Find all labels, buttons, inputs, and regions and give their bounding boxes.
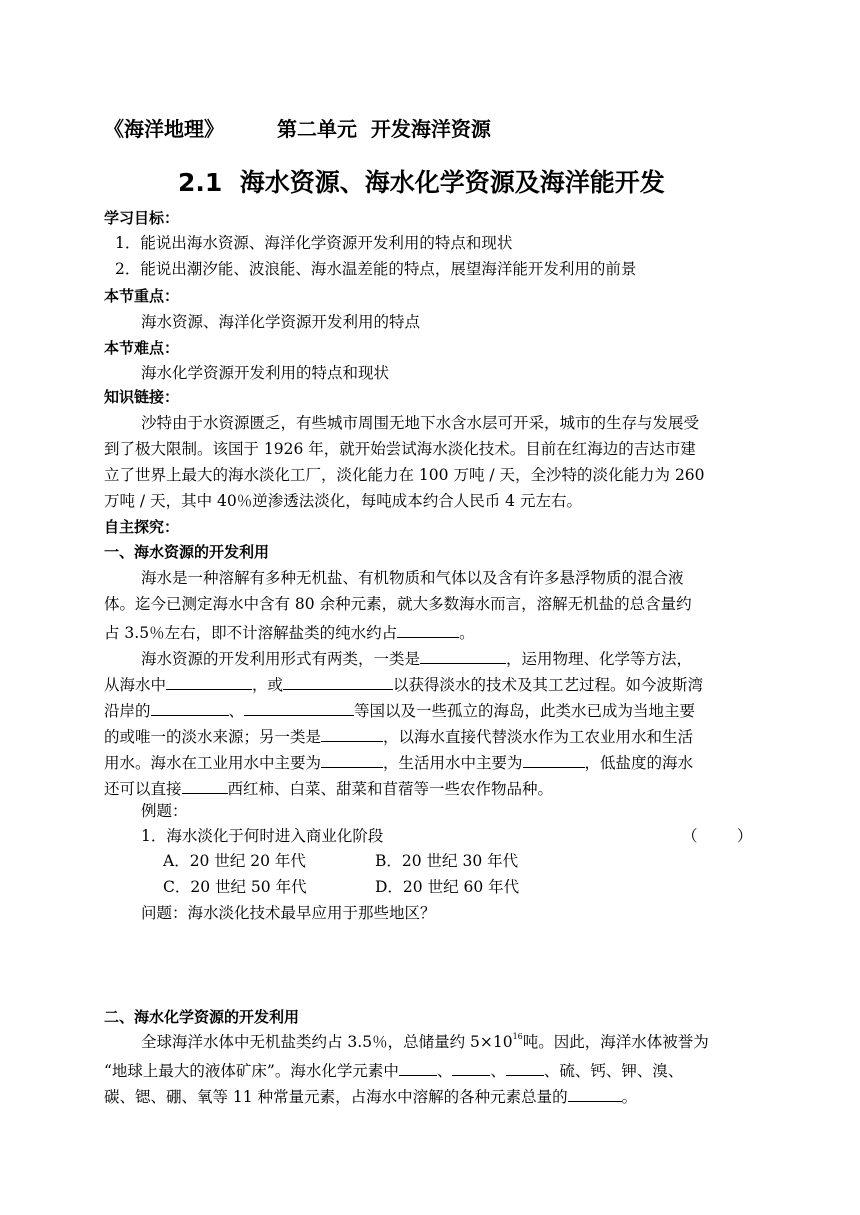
- section1-p2-line: [141, 649, 692, 668]
- fill-blank[interactable]: [506, 1061, 544, 1076]
- fill-blank[interactable]: [321, 727, 383, 742]
- section1-p2-line: [104, 701, 695, 720]
- section2-line: [141, 1032, 709, 1051]
- option-d[interactable]: D．20 世纪 60 年代: [375, 878, 520, 896]
- text-fragment: 的或唯一的淡水来源；另一类是: [104, 728, 322, 746]
- text-fragment: 西红柿、白菜、甜菜和苜蓿等一些农作物品种。: [227, 780, 554, 798]
- fill-blank[interactable]: [568, 1087, 622, 1102]
- section1-heading: 一、海水资源的开发利用: [104, 543, 270, 561]
- text-fragment: 。: [459, 624, 475, 642]
- section1-p1-line: 体。迄今已测定海水中含有 80 余种元素，就大多数海水而言，溶解无机盐的总含量约: [104, 595, 692, 613]
- explore-heading: 自主探究：: [104, 518, 180, 536]
- text-fragment: ，生活用水中主要为: [383, 754, 523, 772]
- fill-blank[interactable]: [166, 675, 252, 690]
- text-fragment: 吨。因此，海洋水体被誉为: [522, 1033, 709, 1051]
- text-fragment: 占 3.5％左右，即不计溶解盐类的纯水约占: [104, 624, 398, 642]
- key-point-text: 海水资源、海洋化学资源开发利用的特点: [141, 313, 421, 331]
- text-fragment: 、硫、钙、钾、溴、: [543, 1062, 684, 1080]
- difficulty-heading: 本节难点：: [104, 339, 180, 357]
- section1-p2-line: [104, 779, 553, 798]
- fill-blank[interactable]: [182, 779, 228, 794]
- header-unit: 第二单元 开发海洋资源: [277, 117, 491, 141]
- fill-blank[interactable]: [151, 701, 229, 716]
- option-c[interactable]: C．20 世纪 50 年代: [163, 878, 307, 896]
- page-title: 2.1 海水资源、海水化学资源及海洋能开发: [178, 168, 665, 197]
- example-question: 1．海水淡化于何时进入商业化阶段: [141, 827, 384, 845]
- section1-p1-line: [104, 623, 475, 642]
- text-fragment: 沿岸的: [104, 702, 151, 720]
- section1-p2-line: [104, 727, 693, 746]
- knowledge-line: 万吨 / 天，其中 40％逆渗透法淡化，每吨成本约合人民币 4 元左右。: [104, 492, 582, 510]
- difficulty-text: 海水化学资源开发利用的特点和现状: [141, 364, 390, 382]
- key-point-heading: 本节重点：: [104, 287, 180, 305]
- goals-heading: 学习目标：: [104, 209, 180, 227]
- section1-p2-line: [104, 753, 693, 772]
- fill-blank[interactable]: [399, 1061, 437, 1076]
- text-fragment: ，运用物理、化学等方法，: [506, 650, 693, 668]
- text-fragment: 等国以及一些孤立的海岛，此类水已成为当地主要: [354, 702, 696, 720]
- fill-blank[interactable]: [420, 649, 506, 664]
- text-fragment: 全球海洋水体中无机盐类约占 3.5％，总储量约 5×10: [141, 1033, 513, 1051]
- fill-blank[interactable]: [283, 675, 393, 690]
- example-label: 例题：: [141, 802, 188, 820]
- text-fragment: 碳、锶、硼、氧等 11 种常量元素，占海水中溶解的各种元素总量的: [104, 1088, 568, 1106]
- fill-blank[interactable]: [452, 1061, 490, 1076]
- goal-item: 2．能说出潮汐能、波浪能、海水温差能的特点，展望海洋能开发利用的前景: [115, 260, 637, 278]
- answer-bracket[interactable]: （ ）: [682, 827, 753, 845]
- problem-text: 问题：海水淡化技术最早应用于那些地区？: [141, 904, 436, 922]
- section1-p1-line: 海水是一种溶解有多种无机盐、有机物质和气体以及含有许多悬浮物质的混合液: [141, 569, 684, 587]
- text-fragment: 、: [228, 702, 245, 720]
- fill-blank[interactable]: [397, 623, 459, 638]
- text-fragment: “地球上最大的液体矿床”。海水化学元素中: [104, 1062, 399, 1080]
- section2-line: [104, 1087, 637, 1106]
- section2-line: [104, 1061, 683, 1080]
- section1-p2-line: [104, 675, 703, 694]
- exponent: 16: [512, 1032, 523, 1041]
- fill-blank[interactable]: [321, 753, 383, 768]
- knowledge-line: 到了极大限制。该国于 1926 年，就开始尝试海水淡化技术。目前在红海边的吉达市建: [104, 440, 696, 458]
- text-fragment: 。: [621, 1088, 638, 1106]
- text-fragment: 、: [490, 1062, 506, 1080]
- option-a[interactable]: A．20 世纪 20 年代: [163, 852, 306, 870]
- knowledge-line: 沙特由于水资源匮乏，有些城市周围无地下水含水层可开采，城市的生存与发展受: [141, 414, 700, 432]
- text-fragment: 、: [436, 1062, 453, 1080]
- text-fragment: ，以海水直接代替淡水作为工农业用水和生活: [383, 728, 694, 746]
- fill-blank[interactable]: [244, 701, 354, 716]
- fill-blank[interactable]: [523, 753, 585, 768]
- goal-item: 1．能说出海水资源、海洋化学资源开发利用的特点和现状: [115, 234, 513, 252]
- text-fragment: 用水。海水在工业用水中主要为: [104, 754, 322, 772]
- text-fragment: 以获得淡水的技术及其工艺过程。如今波斯湾: [393, 676, 704, 694]
- knowledge-link-heading: 知识链接：: [104, 388, 180, 406]
- knowledge-line: 立了世界上最大的海水淡化工厂，淡化能力在 100 万吨 / 天，全沙特的淡化能力为 260: [104, 466, 705, 484]
- text-fragment: 从海水中: [104, 676, 167, 694]
- header-book: 《海洋地理》: [104, 117, 224, 141]
- text-fragment: 海水资源的开发利用形式有两类，一类是: [141, 650, 421, 668]
- option-b[interactable]: B．20 世纪 30 年代: [375, 852, 519, 870]
- text-fragment: ，或: [252, 676, 284, 694]
- section2-heading: 二、海水化学资源的开发利用: [104, 1008, 300, 1026]
- text-fragment: 还可以直接: [104, 780, 182, 798]
- text-fragment: ，低盐度的海水: [584, 754, 694, 772]
